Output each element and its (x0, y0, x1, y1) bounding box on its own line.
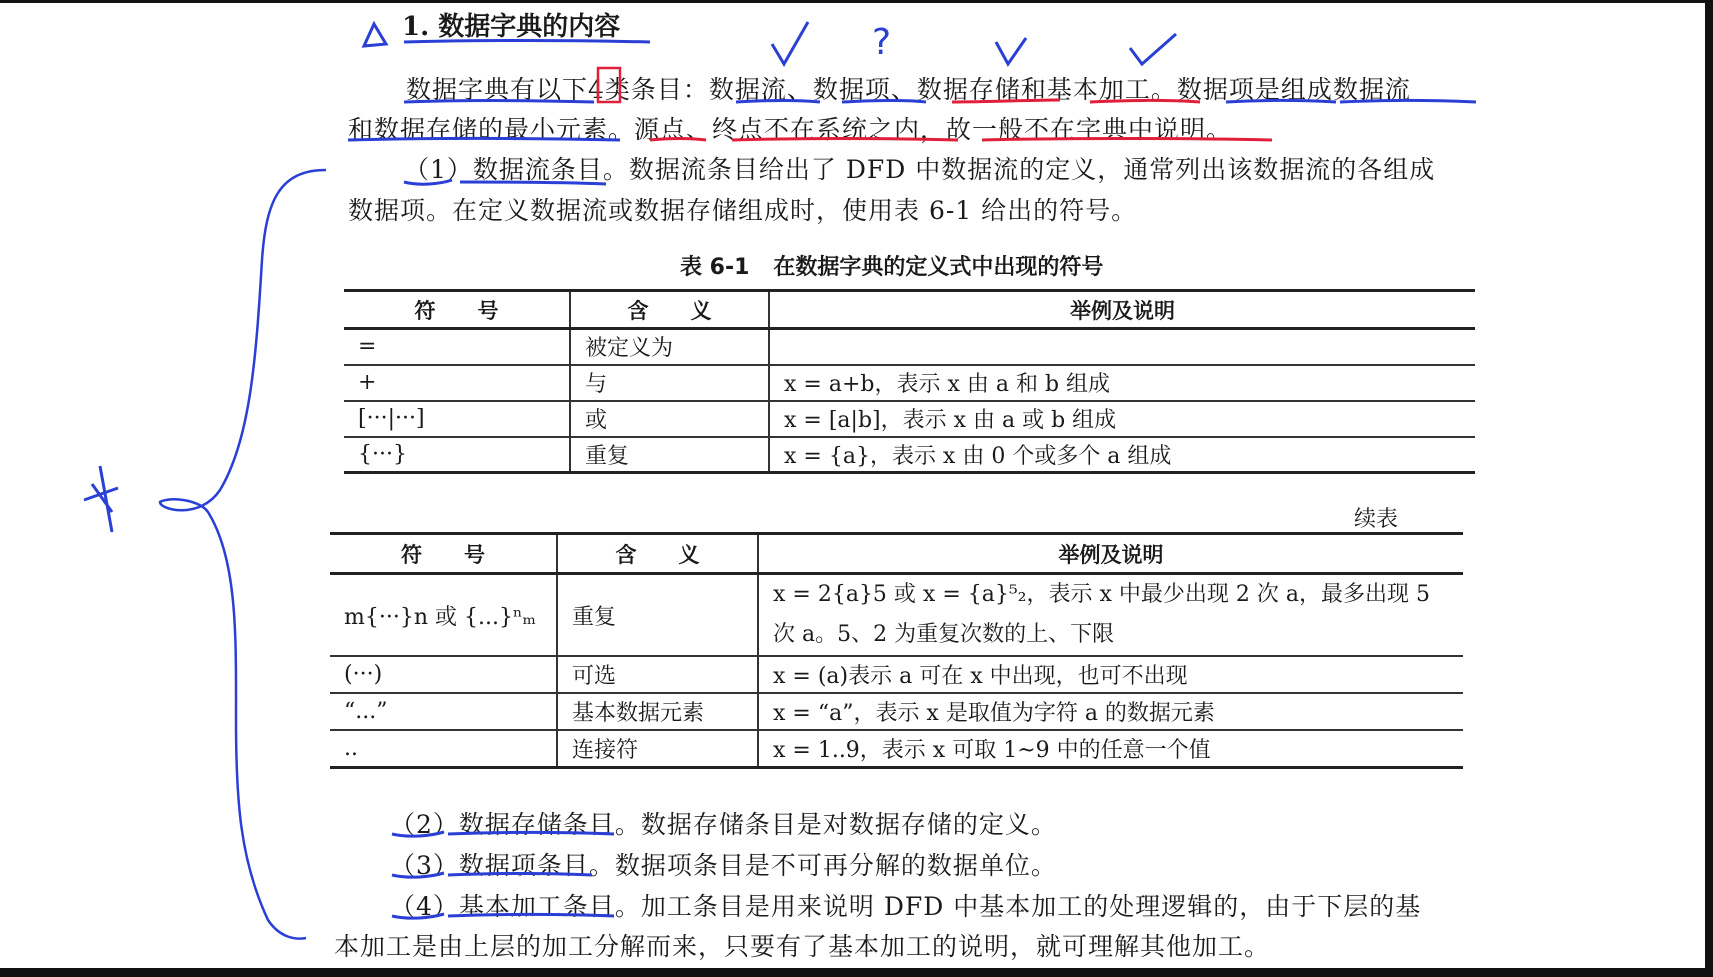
cell-example: x = [a|b]，表示 x 由 a 或 b 组成 (784, 408, 1117, 433)
paragraph-1-line-2: 和数据存储的最小元素。源点、终点不在系统之内，故一般不在字典中说明。 (348, 115, 1233, 144)
symbols-table-continued (330, 532, 1463, 769)
table-row (344, 329, 1475, 365)
table-header-row (330, 534, 1463, 574)
table-row (344, 401, 1475, 437)
paragraph-2-line-1: （1）数据流条目。数据流条目给出了 DFD 中数据流的定义，通常列出该数据流的各组成 (404, 155, 1436, 184)
bottom-border (0, 968, 1713, 977)
cell-symbol: = (344, 329, 570, 365)
symbols-table (344, 289, 1475, 474)
cell-symbol: + (344, 365, 570, 401)
paragraph-1-line-1: 数据字典有以下4类条目：数据流、数据项、数据存储和基本加工。数据项是组成数据流 (406, 75, 1411, 104)
cell-meaning: 可选 (557, 656, 758, 693)
check-mark-icon (1130, 34, 1176, 64)
cell-meaning: 重复 (570, 437, 769, 473)
cell-example: x = “a”，表示 x 是取值为字符 a 的数据元素 (773, 701, 1215, 726)
triangle-mark-icon (364, 24, 386, 46)
top-border (0, 0, 1713, 3)
cell-example: x = 2{a}5 或 x = {a}⁵₂，表示 x 中最少出现 2 次 a，最多出现 5 次 a。5、2 为重复次数的上、下限 (773, 582, 1430, 647)
cell-meaning: 重复 (557, 574, 758, 657)
check-mark-icon (996, 38, 1026, 64)
cell-example: x = (a)表示 a 可在 x 中出现，也可不出现 (773, 664, 1188, 689)
item-4-line-1: （4）基本加工条目。加工条目是用来说明 DFD 中基本加工的处理逻辑的，由于下层的基 (390, 892, 1422, 921)
cell-symbol: m{···}n 或 {...}ⁿₘ (330, 574, 557, 657)
asterisk-mark-icon (84, 466, 118, 532)
table-row (330, 730, 1463, 767)
cell-example: x = {a}，表示 x 由 0 个或多个 a 组成 (784, 443, 1172, 469)
curly-brace-mark (160, 170, 326, 939)
section-heading: 1. 数据字典的内容 (402, 12, 621, 42)
cell-symbol: .. (330, 730, 557, 767)
table-header-row (344, 291, 1475, 329)
right-border (1705, 0, 1713, 977)
cell-symbol: “...” (330, 693, 557, 730)
table-caption (680, 250, 1103, 281)
table-title: 在数据字典的定义式中出现的符号 (773, 255, 1104, 280)
cell-example: x = a+b，表示 x 由 a 和 b 组成 (784, 372, 1111, 397)
cell-meaning: 基本数据元素 (557, 693, 758, 730)
header-meaning: 含 义 (570, 291, 769, 329)
cell-meaning: 或 (570, 401, 769, 437)
cell-example: x = 1..9，表示 x 可取 1~9 中的任意一个值 (773, 737, 1211, 763)
check-mark-icon (772, 22, 808, 64)
cell-symbol: {···} (344, 437, 570, 473)
table-row (344, 437, 1475, 473)
item-2-text: （2）数据存储条目。数据存储条目是对数据存储的定义。 (390, 810, 1057, 839)
continued-table-label: 续表 (1354, 507, 1399, 532)
table-number: 表 6-1 (680, 255, 750, 280)
header-symbol: 符 号 (344, 291, 570, 329)
item-3-text: （3）数据项条目。数据项条目是不可再分解的数据单位。 (390, 851, 1057, 880)
cell-symbol: (···) (330, 656, 557, 693)
table-row (330, 574, 1463, 657)
item-4-line-2: 本加工是由上层的加工分解而来，只要有了基本加工的说明，就可理解其他加工。 (334, 932, 1271, 961)
table-row (330, 656, 1463, 693)
cell-meaning: 被定义为 (570, 329, 769, 365)
table-row (344, 365, 1475, 401)
header-symbol: 符 号 (330, 534, 557, 574)
table-row (330, 693, 1463, 730)
paragraph-2-line-2: 数据项。在定义数据流或数据存储组成时，使用表 6-1 给出的符号。 (348, 196, 1138, 225)
header-meaning: 含 义 (557, 534, 758, 574)
question-mark-annotation: ? (872, 22, 892, 63)
cell-example (769, 329, 1475, 365)
header-example: 举例及说明 (1058, 542, 1164, 567)
cell-symbol: [···|···] (344, 401, 570, 437)
header-example: 举例及说明 (1070, 298, 1175, 323)
cell-meaning: 与 (570, 365, 769, 401)
cell-meaning: 连接符 (557, 730, 758, 767)
